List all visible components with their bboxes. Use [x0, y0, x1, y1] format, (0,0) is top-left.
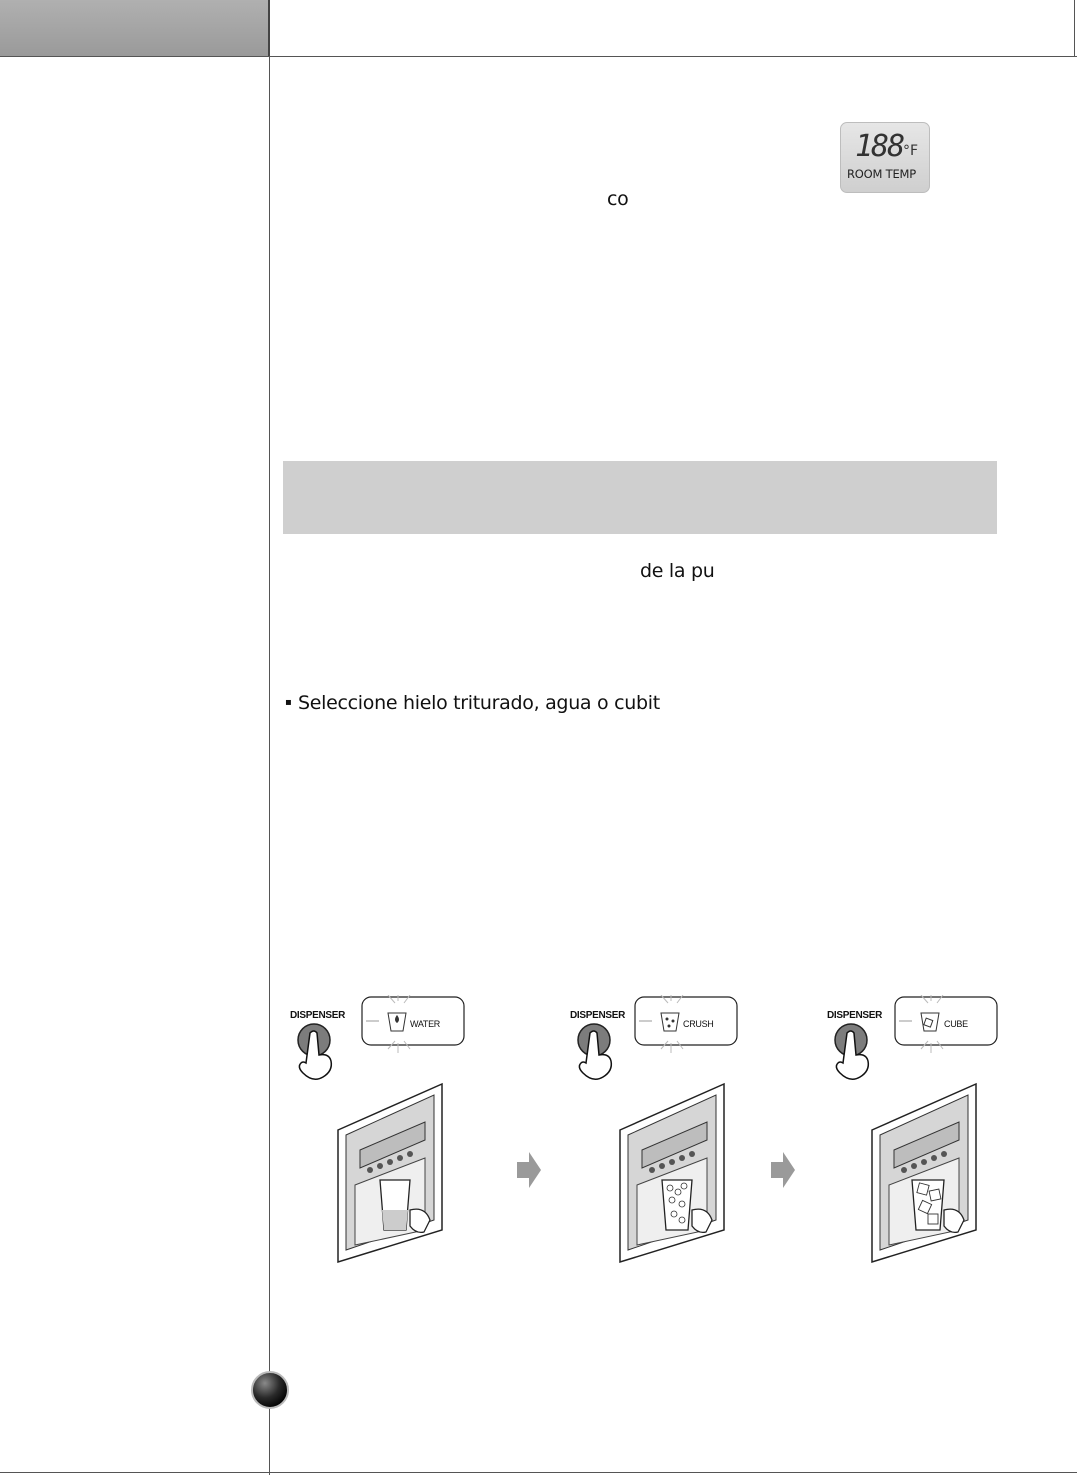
- room-temp-label: ROOM TEMP: [847, 167, 917, 181]
- arrow-right-icon: [769, 1150, 797, 1190]
- mode-label-water: WATER: [410, 1019, 440, 1029]
- arrow-right-icon: [515, 1150, 543, 1190]
- instruction-select-ice: Seleccione hielo triturado, agua o cubit: [298, 692, 660, 714]
- page-marker-ball: [251, 1371, 289, 1409]
- dispenser-button-label: DISPENSER: [290, 1010, 346, 1021]
- temp-unit: °F: [903, 143, 919, 159]
- section-heading-band: [283, 461, 997, 534]
- temp-digits: 188: [855, 129, 904, 164]
- room-temp-display: [840, 122, 930, 193]
- text-fragment-de-la-pu: de la pu: [640, 560, 715, 582]
- header-tab: [0, 0, 268, 56]
- dispenser-illustration-crush: [612, 1080, 742, 1265]
- bullet-marker: ▪: [285, 697, 292, 708]
- dispenser-button-label: DISPENSER: [827, 1010, 883, 1021]
- dispenser-illustration-water: [330, 1080, 460, 1265]
- header-divider: [268, 0, 270, 56]
- mode-label-cube: CUBE: [944, 1019, 968, 1029]
- footer-rule: [0, 1472, 1077, 1473]
- header-right-edge: [1074, 0, 1075, 57]
- dispenser-illustration-cube: [864, 1080, 994, 1265]
- header-rule: [0, 56, 1077, 57]
- sidebar-rule: [269, 56, 270, 1475]
- dispenser-button-label: DISPENSER: [570, 1010, 626, 1021]
- mode-label-crush: CRUSH: [683, 1019, 714, 1029]
- text-fragment-co: co: [607, 188, 629, 210]
